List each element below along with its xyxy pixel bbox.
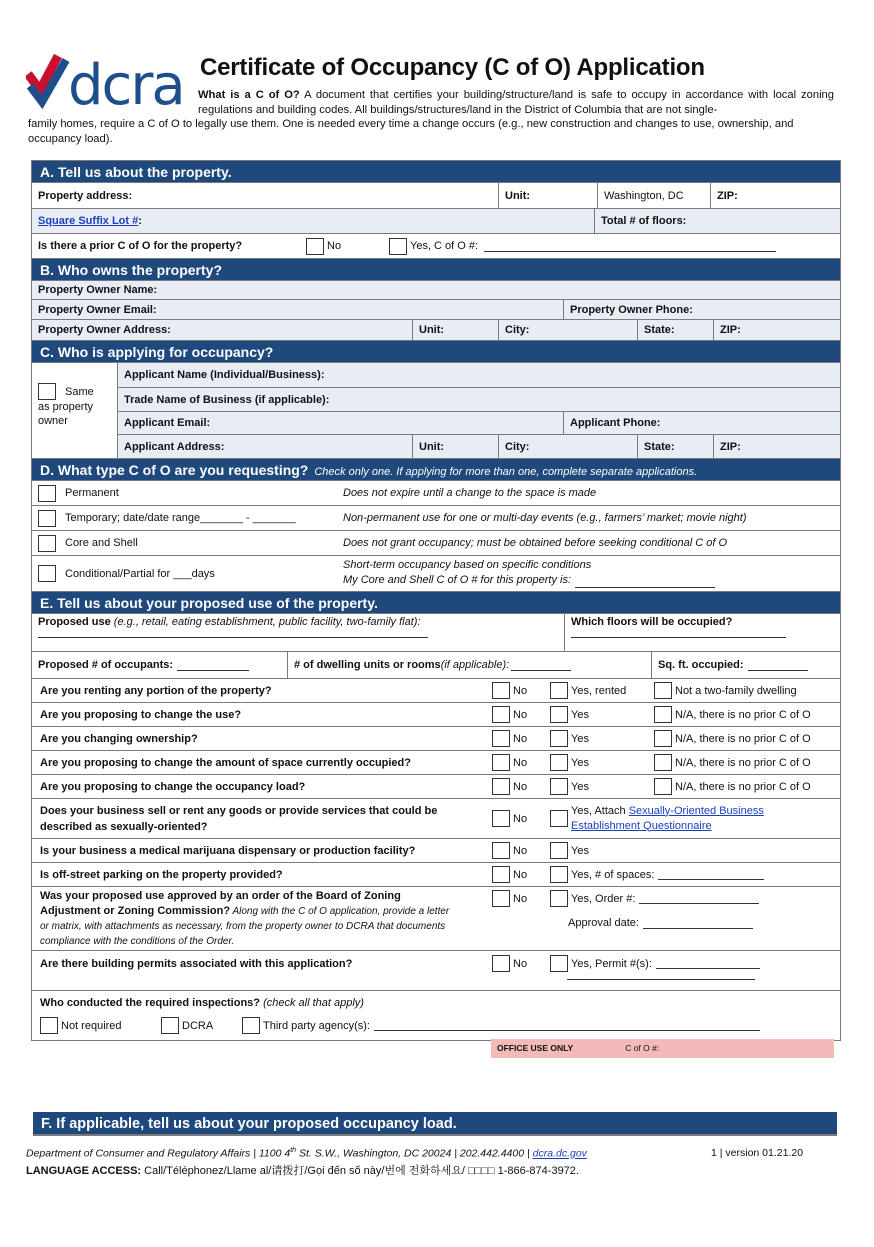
unit-field[interactable]: Unit: <box>499 183 598 208</box>
bza-row: Was your proposed use approved by an order of the Board of Zoning Adjustment or Zoning Commission? Along with the C of O application, provide a letter or matrix, with attachments as necessary, from the property owner to DCRA that documents compliance with the conditions of the Order. No Yes, Order #: Approval date: <box>32 887 840 951</box>
sexual-no-checkbox[interactable] <box>492 810 510 827</box>
section-c-header: C. Who is applying for occupancy? <box>32 341 840 363</box>
application-form <box>31 160 841 1041</box>
applicant-zip-field[interactable]: ZIP: <box>720 440 741 453</box>
question-row: Are you changing ownership? No Yes N/A, there is no prior C of O <box>32 727 840 751</box>
permits-no-checkbox[interactable] <box>492 955 510 972</box>
owner-unit-field[interactable]: Unit: <box>413 320 499 340</box>
owner-address-row <box>32 320 840 341</box>
question-row: Are you proposing to change the occupancy load? No Yes N/A, there is no prior C of O <box>32 775 840 799</box>
question-text: Are you proposing to change the use? <box>40 708 242 721</box>
sexual-oriented-question: Does your business sell or rent any goods or provide services that could be described as sexually-oriented? <box>40 804 438 833</box>
insp-not-required-checkbox[interactable] <box>40 1017 58 1034</box>
total-floors-field[interactable]: Total # of floors: <box>601 215 687 227</box>
question-na-checkbox[interactable] <box>654 682 672 699</box>
owner-zip-field[interactable]: ZIP: <box>720 324 741 336</box>
dcra-website-link[interactable]: dcra.dc.gov <box>532 1147 587 1160</box>
question-no-checkbox[interactable] <box>492 778 510 795</box>
footer-address: Department of Consumer and Regulatory Affairs | 1100 4th St. S.W., Washington, DC 20024 | 202.442.4400 | dcra.dc.gov <box>26 1147 587 1160</box>
section-f-header: F. If applicable, tell us about your proposed occupancy load. <box>33 1112 837 1136</box>
prior-yes-checkbox[interactable] <box>389 238 407 255</box>
bza-order-number-field[interactable] <box>639 893 759 904</box>
question-na-checkbox[interactable] <box>654 778 672 795</box>
logo-text: dcra <box>68 53 184 112</box>
dwelling-units-field[interactable] <box>511 660 571 671</box>
sq-ft-field[interactable] <box>748 660 808 671</box>
applicant-fields <box>118 363 840 458</box>
type-permanent-checkbox[interactable] <box>38 485 56 502</box>
zip-field[interactable]: ZIP: <box>717 189 738 202</box>
proposed-use-field[interactable]: Proposed use (e.g., retail, eating establishment, public facility, two-family flat): <box>32 614 565 651</box>
city-value: Washington, DC <box>598 183 711 208</box>
type-permanent-row: Permanent Does not expire until a change to the space is made <box>32 481 840 506</box>
bza-no-checkbox[interactable] <box>492 890 510 907</box>
type-conditional-checkbox[interactable] <box>38 565 56 582</box>
applicant-name-field[interactable]: Applicant Name (Individual/Business): <box>124 369 325 381</box>
type-core-shell-row: Core and Shell Does not grant occupancy; must be obtained before seeking conditional C of O <box>32 531 840 556</box>
sexual-oriented-row: Does your business sell or rent any goods or provide services that could be described as sexually-oriented? No Yes, Attach Sexually-Oriented Business Establishment Questionnaire <box>32 799 840 839</box>
insp-third-party-checkbox[interactable] <box>242 1017 260 1034</box>
parking-yes-checkbox[interactable] <box>550 866 568 883</box>
which-floors-field[interactable]: Which floors will be occupied? <box>565 614 840 651</box>
question-na-checkbox[interactable] <box>654 754 672 771</box>
bza-yes-checkbox[interactable] <box>550 890 568 907</box>
square-suffix-lot-field[interactable]: Square Suffix Lot # : <box>32 209 595 233</box>
parking-row: Is off-street parking on the property provided? No Yes, # of spaces: <box>32 863 840 887</box>
question-row: Are you proposing to change the use? No Yes N/A, there is no prior C of O <box>32 703 840 727</box>
type-temporary-row: Temporary; date/date range_______ - _______ Non-permanent use for one or multi-day events (e.g., farmers’ market; movie night) <box>32 506 840 531</box>
same-as-owner-option: Same as property owner <box>32 363 118 458</box>
owner-address-field[interactable]: Property Owner Address: <box>32 320 413 340</box>
applicant-phone-field[interactable]: Applicant Phone: <box>570 417 661 429</box>
question-yes-checkbox[interactable] <box>550 706 568 723</box>
marijuana-yes-checkbox[interactable] <box>550 842 568 859</box>
question-no-checkbox[interactable] <box>492 730 510 747</box>
question-na-checkbox[interactable] <box>654 706 672 723</box>
permits-row: Are there building permits associated with this application? No Yes, Permit #(s): <box>32 951 840 991</box>
question-text: Are you renting any portion of the property? <box>40 684 272 697</box>
owner-name-row <box>32 281 840 300</box>
square-lot-row <box>32 209 840 234</box>
dcra-logo <box>26 50 191 112</box>
parking-no-checkbox[interactable] <box>492 866 510 883</box>
intro-text: What is a C of O? A document that certifies your building/structure/land is safe to occupy in accordance with local zoning regulations and building codes. All buildings/structures/land in the District of Columbia that are not single- <box>198 89 834 116</box>
question-yes-checkbox[interactable] <box>550 754 568 771</box>
sob-questionnaire-link-2[interactable]: Establishment Questionnaire <box>571 819 712 832</box>
type-temporary-checkbox[interactable] <box>38 510 56 527</box>
applicant-city-field[interactable]: City: <box>499 435 638 458</box>
owner-state-field[interactable]: State: <box>638 320 714 340</box>
question-row: Are you proposing to change the amount of space currently occupied? No Yes N/A, there is no prior C of O <box>32 751 840 775</box>
question-text: Are you changing ownership? <box>40 732 198 745</box>
question-yes-checkbox[interactable] <box>550 778 568 795</box>
prior-c-of-o-number-field[interactable] <box>484 241 776 252</box>
property-address-field[interactable]: Property address: <box>32 183 499 208</box>
marijuana-no-checkbox[interactable] <box>492 842 510 859</box>
section-d-header: D. What type C of O are you requesting? Check only one. If applying for more than one, complete separate applications. <box>32 459 840 481</box>
intro-text-continued: family homes, require a C of O to legally use them. One is needed every time a change occurs (e.g., new construction and changes to use, ownership, and occupancy load). <box>28 118 794 145</box>
occupants-row: Proposed # of occupants: # of dwelling units or rooms (if applicable): Sq. ft. occupied: <box>32 652 840 679</box>
owner-name-field[interactable]: Property Owner Name: <box>38 284 158 296</box>
inspections-row: Who conducted the required inspections? (check all that apply) Not required DCRA Third party agency(s): <box>32 991 840 1041</box>
prior-c-of-o-question: Is there a prior C of O for the property? <box>38 240 243 252</box>
office-use-only-box: OFFICE USE ONLY C of O #: <box>491 1039 834 1058</box>
question-na-checkbox[interactable] <box>654 730 672 747</box>
owner-email-row <box>32 300 840 320</box>
type-core-shell-checkbox[interactable] <box>38 535 56 552</box>
question-yes-checkbox[interactable] <box>550 730 568 747</box>
num-occupants-field[interactable] <box>177 660 249 671</box>
same-as-owner-checkbox[interactable] <box>38 383 56 400</box>
question-yes-checkbox[interactable] <box>550 682 568 699</box>
permits-yes-checkbox[interactable] <box>550 955 568 972</box>
sob-questionnaire-link[interactable]: Sexually-Oriented Business <box>628 804 764 817</box>
owner-phone-field[interactable]: Property Owner Phone: <box>570 303 693 316</box>
applicant-address-field[interactable]: Applicant Address: <box>118 435 413 458</box>
page-version: 1 | version 01.21.20 <box>711 1147 804 1159</box>
prior-no-checkbox[interactable] <box>306 238 324 255</box>
permit-numbers-field[interactable] <box>656 958 760 969</box>
proposed-use-row <box>32 614 840 652</box>
question-no-checkbox[interactable] <box>492 706 510 723</box>
sexual-yes-checkbox[interactable] <box>550 810 568 827</box>
section-b-header: B. Who owns the property? <box>32 259 840 281</box>
question-row: Are you renting any portion of the property? No Yes, rented Not a two-family dwelling <box>32 679 840 703</box>
applicant-unit-field[interactable]: Unit: <box>413 435 499 458</box>
applicant-block <box>32 363 840 459</box>
approval-date-field[interactable] <box>643 918 753 929</box>
question-text: Are you proposing to change the amount of space currently occupied? <box>40 756 411 769</box>
marijuana-row: Is your business a medical marijuana dispensary or production facility? No Yes <box>32 839 840 863</box>
property-address-row <box>32 183 840 209</box>
page-title: Certificate of Occupancy (C of O) Application <box>200 54 705 81</box>
bza-question: Was your proposed use approved by an order of the Board of Zoning Adjustment or Zoning Commission? Along with the C of O application, provide a letter or matrix, with attachments as necessary, from the property owner to DCRA that documents compliance with the conditions of the Order. <box>40 890 450 947</box>
language-access: LANGUAGE ACCESS: Call/Téléphonez/Llame al/请拨打/Gọi đến số này/번에 전화하세요/ □□□□ 1-866-874-3972. <box>26 1165 579 1177</box>
core-shell-c-of-o-number-field[interactable] <box>575 577 715 588</box>
question-text: Are you proposing to change the occupancy load? <box>40 780 306 793</box>
parking-spaces-field[interactable] <box>658 869 764 880</box>
applicant-state-field[interactable]: State: <box>638 435 714 458</box>
owner-city-field[interactable]: City: <box>499 320 638 340</box>
insp-dcra-checkbox[interactable] <box>161 1017 179 1034</box>
third-party-agency-field[interactable] <box>374 1020 760 1031</box>
prior-c-of-o-row: Is there a prior C of O for the property? No Yes, C of O #: <box>32 234 840 259</box>
owner-email-field[interactable]: Property Owner Email: <box>32 300 564 319</box>
section-e-header: E. Tell us about your proposed use of the property. <box>32 592 840 614</box>
question-no-checkbox[interactable] <box>492 682 510 699</box>
question-no-checkbox[interactable] <box>492 754 510 771</box>
applicant-email-field[interactable]: Applicant Email: <box>118 412 564 434</box>
trade-name-field[interactable]: Trade Name of Business (if applicable): <box>124 393 330 406</box>
yes-no-questions <box>32 679 840 799</box>
section-a-header: A. Tell us about the property. <box>32 161 840 183</box>
type-conditional-row: Conditional/Partial for ___days Short-term occupancy based on specific conditions My Core and Shell C of O # for this property is: <box>32 556 840 592</box>
square-suffix-lot-link[interactable]: Square Suffix Lot # <box>38 215 139 227</box>
